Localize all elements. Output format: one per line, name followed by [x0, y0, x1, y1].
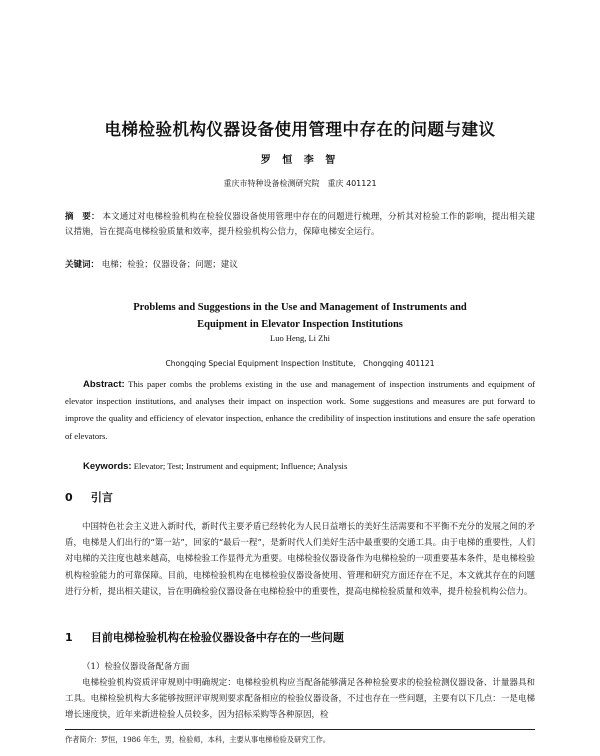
subsection-heading: （1）检验仪器设备配备方面 [82, 662, 190, 672]
english-title-line-1: Problems and Suggestions in the Use and Management of Instruments and [133, 302, 467, 313]
section1-paragraph: 电梯检验机构资质评审规则中明确规定：电梯检验机构应当配备能够满足各种检验要求的检验检测仪器设备、计量器具和工具。电梯检验机构大多能够按照评审规则要求配备相应的检验仪器设备，不过也存在一些问题，主要有以下几点：一是电梯增长速度快，近年来新进检验人员较多，因为招标采购等各种原因，检 [65, 678, 535, 721]
chinese-abstract-label: 摘 要： [65, 212, 100, 222]
english-keywords-label: Keywords: [83, 461, 132, 472]
chinese-title: 电梯检验机构仪器设备使用管理中存在的问题与建议 [104, 120, 496, 139]
section-heading-introduction [65, 489, 113, 505]
section-title: 目前电梯检验机构在检验仪器设备中存在的一些问题 [90, 631, 344, 644]
chinese-abstract [65, 210, 535, 240]
chinese-affiliation: 重庆市特种设备检测研究院 重庆 401121 [223, 179, 377, 188]
section-number: 0 [65, 491, 73, 504]
chinese-keywords-label: 关键词： [65, 260, 100, 270]
section-title: 引言 [90, 491, 113, 504]
chinese-keywords-text: 电梯；检验；仪器设备；问题；建议 [101, 260, 238, 270]
english-abstract-label: Abstract: [83, 379, 125, 390]
english-abstract-text: This paper combs the problems existing in the use and management of inspection instruments and equipment of elevator inspection institutions, and analyses their impact on inspection work. Some suggestions and measures are put forward to improve the quality and efficiency of elevator inspection, enhance the credibility of inspection institutions and ensure the safe operation of elevators. [65, 379, 536, 441]
section-number: 1 [65, 631, 73, 644]
footnote-divider [65, 729, 535, 730]
english-title-line-2: Equipment in Elevator Inspection Institutions [197, 319, 403, 330]
english-authors: Luo Heng, Li Zhi [270, 333, 330, 343]
english-abstract [65, 376, 535, 445]
english-affiliation: Chongqing Special Equipment Inspection Institute, Chongqing 401121 [165, 359, 435, 368]
chinese-authors: 罗 恒 李 智 [260, 155, 340, 166]
section-heading-problems [65, 629, 344, 645]
english-keywords [65, 461, 535, 472]
chinese-abstract-text: 本文通过对电梯检验机构在检验仪器设备使用管理中存在的问题进行梳理，分析其对检验工作的影响，提出相关建议措施，旨在提高电梯检验质量和效率，提升检验机构公信力，保障电梯安全运行。 [65, 212, 535, 237]
chinese-keywords [65, 258, 535, 270]
english-title [0, 299, 600, 333]
english-keywords-text: Elevator; Test; Instrument and equipment; Influence; Analysis [133, 461, 348, 471]
author-footnote: 作者简介：罗恒，1986 年生，男，检验师，本科，主要从事电梯检验及研究工作。 [65, 735, 330, 744]
intro-paragraph: 中国特色社会主义进入新时代，新时代主要矛盾已经转化为人民日益增长的美好生活需要和不平衡不充分的发展之间的矛盾，电梯是人们出行的“第一站”，回家的“最后一程”，是新时代人们美好生活中最重要的交通工具。由于电梯的重要性，人们对电梯的关注度也越来越高，电梯检验工作显得尤为重要。电梯检验仪器设备作为电梯检验的一项重要基本条件，是电梯检验机构检验能力的可靠保障。目前，电梯检验机构在电梯检验仪器设备使用、管理和研究方面还存在不足，本文就其存在的问题进行分析，提出相关建议，旨在明确检验仪器设备在电梯检验中的重要性，提高电梯检验质量和效率，提升检验机构公信力。 [65, 522, 535, 597]
